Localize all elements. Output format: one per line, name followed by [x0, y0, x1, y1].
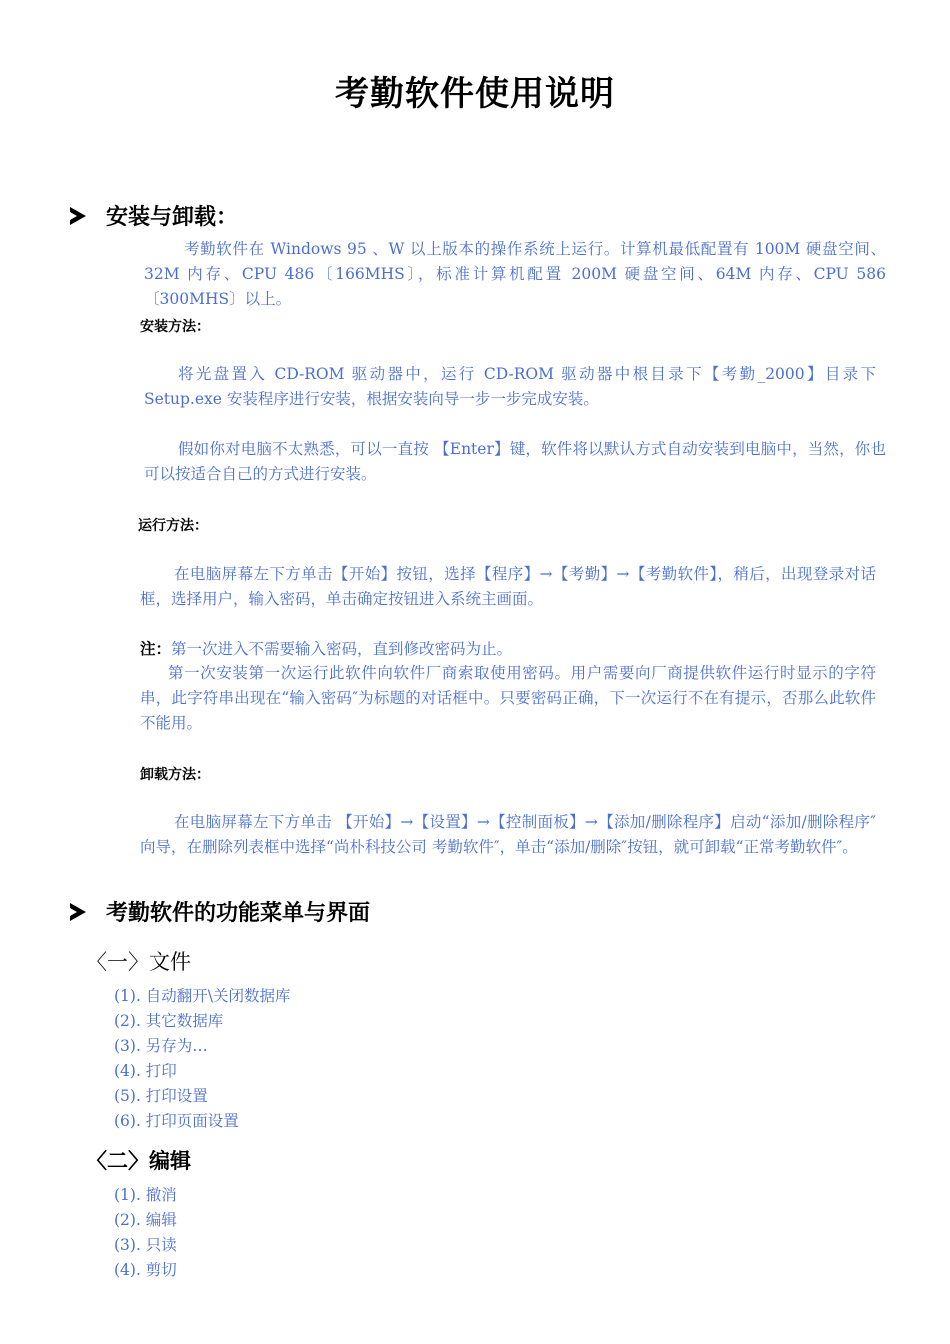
intro-paragraph: 考勤软件在 Windows 95 、W 以上版本的操作系统上运行。计算机最低配置有 100M 硬盘空间、32M 内存、CPU 486〔166MHS〕，标准计算机配置 200M 硬盘空间、64M 内存、CPU 586〔300MHS〕以上。: [144, 240, 886, 308]
subsection-file: 〈一〉文件: [86, 950, 191, 974]
section-heading-text: 安装与卸载：: [106, 205, 239, 230]
list-item: (2). 其它数据库: [114, 1012, 224, 1030]
run-method-label: 运行方法：: [138, 518, 208, 534]
list-item: (6). 打印页面设置: [114, 1112, 239, 1130]
note-line: [140, 636, 876, 662]
section-heading-install: [70, 200, 238, 231]
file-menu-list: [114, 984, 291, 1134]
list-item: (3). 另存为…: [114, 1037, 208, 1055]
uninstall-paragraph: 在电脑屏幕左下方单击 【开始】→【设置】→【控制面板】→【添加/删除程序】启动“添加/删除程序″向导，在删除列表框中选择“尚朴科技公司 考勤软件″，单击“添加/删除″按钮，就可卸载“正常考勤软件″。: [140, 813, 876, 856]
list-item: (3). 只读: [114, 1236, 177, 1254]
bullet-arrow-icon: [70, 207, 86, 225]
section-heading-text: 考勤软件的功能菜单与界面: [106, 901, 371, 926]
install-method-label: 安装方法：: [140, 319, 210, 335]
subsection-edit: 〈二〉编辑: [86, 1149, 191, 1173]
run-paragraph: 在电脑屏幕左下方单击【开始】按钮，选择【程序】→【考勤】→【考勤软件】，稍后，出现登录对话框，选择用户，输入密码，单击确定按钮进入系统主画面。: [140, 565, 876, 608]
note-text: 第一次进入不需要输入密码，直到修改密码为止。: [171, 640, 513, 658]
note-paragraph: 第一次安装第一次运行此软件向软件厂商索取使用密码。用户需要向厂商提供软件运行时显示的字符串，此字符串出现在“输入密码″为标题的对话框中。只要密码正确，下一次运行不在有提示，否那么此软件不能用。: [140, 664, 876, 732]
list-item: (4). 剪切: [114, 1261, 177, 1279]
bullet-arrow-icon: [70, 903, 86, 921]
list-item: (5). 打印设置: [114, 1087, 208, 1105]
list-item: (1). 撤消: [114, 1186, 177, 1204]
page-title: 考勤软件使用说明: [335, 74, 615, 114]
note-label: 注：: [140, 639, 172, 658]
list-item: (1). 自动翻开\关闭数据库: [114, 987, 291, 1005]
list-item: (2). 编辑: [114, 1211, 177, 1229]
install-paragraph-2: 假如你对电脑不太熟悉，可以一直按 【Enter】键，软件将以默认方式自动安装到电脑中，当然，你也可以按适合自己的方式进行安装。: [144, 440, 886, 483]
uninstall-method-label: 卸载方法：: [140, 767, 210, 783]
edit-menu-list: [114, 1183, 177, 1283]
list-item: (4). 打印: [114, 1062, 177, 1080]
section-heading-menu: [70, 896, 370, 927]
install-paragraph-1: 将光盘置入 CD-ROM 驱动器中，运行 CD-ROM 驱动器中根目录下【考勤_2000】目录下 Setup.exe 安装程序进行安装，根据安装向导一步一步完成安装。: [144, 365, 876, 408]
